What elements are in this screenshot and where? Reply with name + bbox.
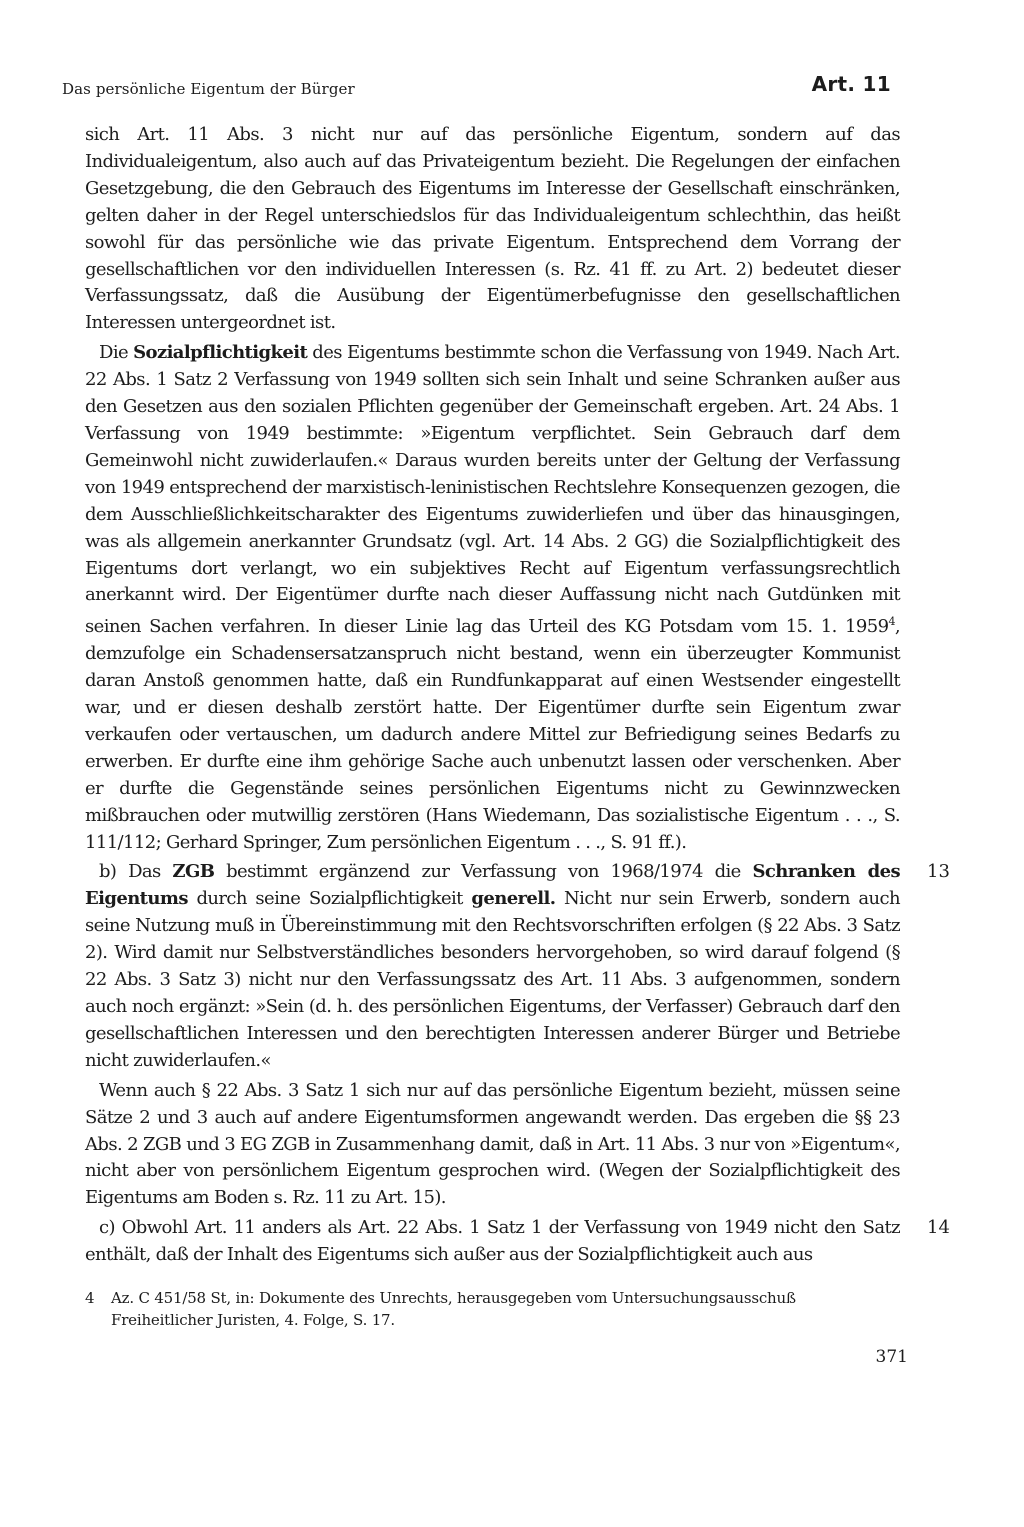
emphasis-zgb: ZGB [172,861,215,883]
paragraph-4: Wenn auch § 22 Abs. 3 Satz 1 sich nur auf das persönliche Eigentum bezieht, müssen seine Sätze 2 und 3 auch auf andere Eigentumsformen angewandt werden. Das ergeben die §§ 23 Abs. 2 ZGB und 3 EG ZGB in Zusammenhang damit, daß in Art. 11 Abs. 3 nur von »Eigentum«, nicht aber von persönlichem Eigentum gesprochen wird. (Wegen der Sozialpflichtigkeit des Eigentums am Boden s. Rz. 11 zu Art. 15). [85,1079,900,1209]
footnotes [85,1288,900,1331]
paragraph-1: sich Art. 11 Abs. 3 nicht nur auf das persönliche Eigentum, sondern auf das Individualeigentum, also auch auf das Privateigentum bezieht. Die Regelungen der einfachen Gesetzgebung, die den Gebrauch des Eigentums im Interesse der Gesellschaft einschränken, gelten daher in der Regel unterschiedslos für das Individualeigentum schlechthin, das heißt sowohl für das persönliche wie das private Eigentum. Entsprechend dem Vorrang der gesellschaftlichen vor den individuellen Interessen (s. Rz. 41 ff. zu Art. 2) bedeutet dieser Verfassungssatz, daß die Ausübung der Eigentümerbefugnisse den gesellschaftlichen Interessen untergeordnet ist. [85,124,900,334]
emphasis-generell: generell. [471,888,556,910]
text-run: , demzufolge ein Schadensersatzanspruch nicht bestand, wenn ein überzeugter Kommunist daran Anstoß genommen hatte, daß ein Rundfunkapparat auf einen Westsender eingestellt war, und er diesen deshalb zerstört hatte. Der Eigentümer durfte sein Eigentum zwar verkaufen oder vertauschen, um dadurch andere Mittel zur Befriedigung seines Bedarfs zu erwerben. Er durfte eine ihm gehörige Sache auch unbenutzt lassen oder verschenken. Aber er durfte die Gegenstände seines persönlichen Eigentums nicht zu Gewinnzwecken mißbrauchen oder mutwillig zerstören (Hans Wiedemann, Das sozialistische Eigentum . . ., S. 111/112; Gerhard Springer, Zum persönlichen Eigentum . . ., S. 91 ff.). [85,616,900,853]
page-number: 371 [875,1347,908,1367]
text-run: des Eigentums bestimmte schon die Verfassung von 1949. Nach Art. 22 Abs. 1 Satz 2 Verfassung von 1949 sollten sich sein Inhalt und seine Schranken außer aus den Gesetzen aus den sozialen Pflichten gegenüber der Gemeinschaft ergeben. Art. 24 Abs. 1 Verfassung von 1949 bestimmte: »Eigentum verpflichtet. Sein Gebrauch darf dem Gemeinwohl nicht zuwiderlaufen.« Daraus wurden bereits unter der Geltung der Verfassung von 1949 entsprechend der marxistisch-leninistischen Rechtslehre Konsequenzen gezogen, die dem Ausschließlichkeitscharakter des Eigentums zuwiderliefen und über das hinausgingen, was als allgemein anerkannter Grundsatz (vgl. Art. 14 Abs. 2 GG) die Sozialpflichtigkeit des Eigentums dort verlangt, wo ein subjektives Recht auf Eigentum verfassungsrechtlich anerkannt wird. Der Eigentümer durfte nach dieser Auffassung nicht nach Gutdünken mit seinen Sachen verfahren. In dieser Linie lag das Urteil des KG Potsdam vom 15. 1. 1959 [85,342,900,638]
paragraph-5 [85,1215,950,1269]
emphasis-sozialpflichtigkeit: Sozialpflichtigkeit [133,342,308,364]
footnote-4 [85,1288,900,1331]
footnote-mark: 4 [85,1289,95,1307]
margin-number-14: 14 [927,1217,950,1239]
text-run: b) Das [99,861,173,883]
article-label: Art. 11 [811,72,891,96]
paragraph-2 [85,340,900,856]
emphasis-schranken: Schranken des Eigentums [85,861,900,910]
text-run: Nicht nur sein Erwerb, sondern auch seine Nutzung muß in Übereinstimmung mit den Rechtsvorschriften erfolgen (§ 22 Abs. 3 Satz 2). Wird damit nur Selbstverständliches besonders hervorgehoben, so wird darauf folgend (§ 22 Abs. 3 Satz 3) nicht nur den Verfassungssatz des Art. 11 Abs. 3 aufgenommen, sondern auch noch ergänzt: »Sein (d. h. des persönlichen Eigentums, der Verfasser) Gebrauch darf den gesellschaftlichen Interessen und den berechtigten Interessen anderer Bürger und Betriebe nicht zuwiderlaufen.« [85,888,900,1071]
text-run: durch seine Sozialpflichtigkeit [187,888,472,910]
text-run: c) Obwohl Art. 11 anders als Art. 22 Abs. 1 Satz 1 der Verfassung von 1949 nicht den Satz enthält, daß der Inhalt des Eigentums sich außer aus der Sozialpflichtigkeit auch aus [85,1217,900,1266]
margin-number-13: 13 [927,861,950,883]
paragraph-3 [85,859,950,1074]
footnote-reference[interactable]: 4 [888,615,895,629]
running-title: Das persönliche Eigentum der Bürger [62,80,355,98]
text-run: Die [99,342,134,364]
body-text [85,122,950,1272]
text-run: bestimmt ergänzend zur Verfassung von 1968/1974 die [214,861,753,883]
footnote-text: Az. C 451/58 St, in: Dokumente des Unrechts, herausgegeben vom Untersuchungsausschuß Freiheitlicher Juristen, 4. Folge, S. 17. [111,1289,796,1329]
